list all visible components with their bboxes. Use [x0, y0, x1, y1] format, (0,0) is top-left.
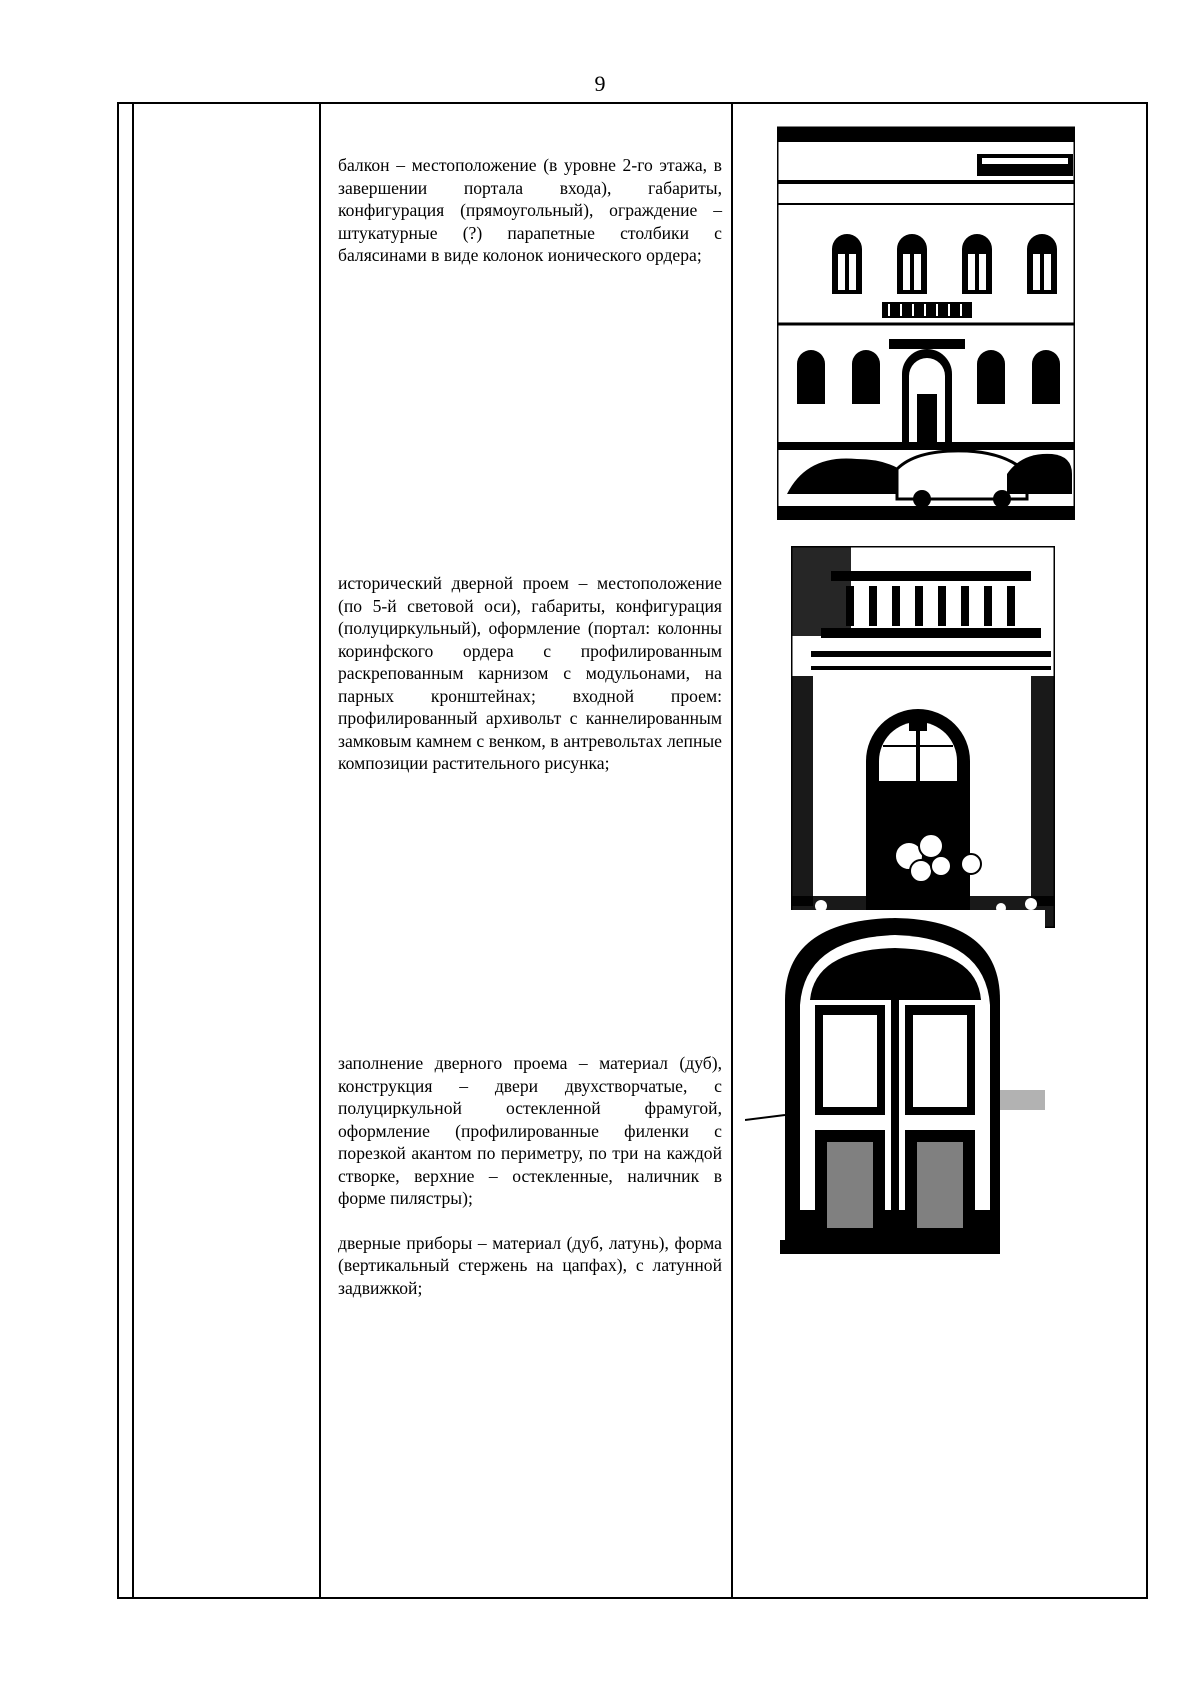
column-divider-1	[132, 104, 134, 1597]
door-filling-description-cell	[338, 1052, 722, 1299]
features-table	[117, 102, 1148, 1599]
column-divider-2	[319, 104, 321, 1597]
page-number: 9	[594, 71, 606, 96]
door-opening-description: исторический дверной проем – местоположение (по 5-й световой оси), габариты, конфигурация (полуциркульный), оформление (портал: колонны коринфского ордера с профилированным раскрепованным карнизом с модульонами, на парных кронштейнах; входной проем: профилированный архивольт с каннелированным замковым камнем с венком, в антревольтах лепные композиции растительного рисунка;	[338, 573, 722, 773]
door-photo	[745, 910, 1045, 1262]
column-divider-3	[731, 104, 733, 1597]
portal-photo	[791, 546, 1055, 928]
facade-photo	[777, 124, 1075, 520]
balcony-description-cell	[338, 154, 722, 267]
door-filling-description: заполнение дверного проема – материал (дуб), конструкция – двери двухстворчатые, с полуциркульной остекленной фрамугой, оформление (профилированные филенки с порезкой акантом по периметру, по три на каждой створке, верхние – остекленные, наличник в форме пилястры);	[338, 1053, 722, 1208]
door-hardware-description: дверные приборы – материал (дуб, латунь), форма (вертикальный стержень на цапфах), с латунной задвижкой;	[338, 1232, 722, 1298]
balcony-description: балкон – местоположение (в уровне 2-го этажа, в завершении портала входа), габариты, конфигурация (прямоугольный), ограждение – штукатурные (?) парапетные столбики с балясинами в виде колонок ионического ордера;	[338, 155, 722, 265]
door-opening-description-cell	[338, 572, 722, 775]
